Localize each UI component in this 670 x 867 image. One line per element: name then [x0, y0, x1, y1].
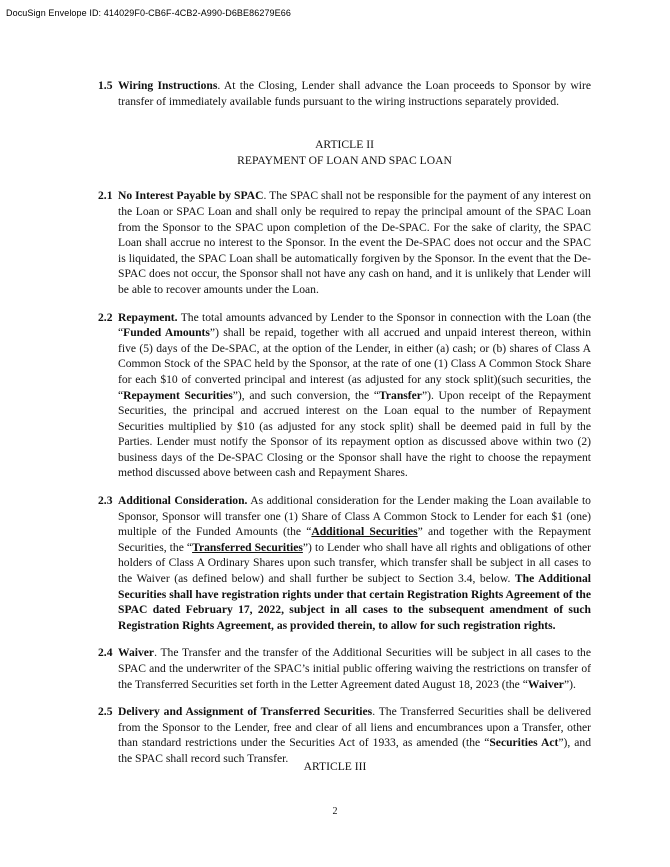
article-2-heading — [98, 137, 591, 168]
section-heading: Waiver — [118, 646, 155, 660]
article-label: ARTICLE II — [315, 138, 374, 152]
section-text: ”) to Lender who shall have all rights and obligations of other holders of Class A Ordinary Shares upon such transfer, which transfer shall be subject in all cases to the Waiver (as defined below) and shall further be subject to Section 3.4, below. — [118, 540, 591, 586]
section-text: . The Transfer and the transfer of the Additional Securities will be subject in all cases to the SPAC and the underwriter of the SPAC’s initial public offering waiving the restrictions on transfer of the Transferred Securities set forth in the Letter Agreement dated August 18, 2023 (the “ — [118, 646, 591, 691]
section-number: 2.4 — [98, 646, 113, 660]
section-heading: Delivery and Assignment of Transferred Securities — [118, 705, 373, 719]
section-heading: Wiring Instructions — [118, 79, 218, 92]
section-number: 2.2 — [98, 310, 113, 324]
defined-term: Securities Act — [489, 736, 559, 750]
section-heading: No Interest Payable by SPAC — [118, 189, 264, 203]
defined-term: Additional Securities — [311, 525, 418, 539]
section-text: ”). — [563, 677, 576, 691]
section-text: . The SPAC shall not be responsible for the payment of any interest on the Loan or SPAC Loan and shall only be required to repay the principal amount of the SPAC Loan from the Sponsor to the SPAC upon completion of the De-SPAC. For the sake of clarity, the SPAC Loan shall accrue no interest to the Sponsor. In the event the De-SPAC does not occur and the SPAC is liquidated, the SPAC Loan shall be automatically forgiven by the Sponsor. In the event that the De-SPAC does not occur, the Sponsor shall not have any cash on hand, and it is unlikely that Lender will be able to recover amounts under the Loan. — [118, 189, 591, 296]
defined-term: Funded Amounts — [123, 326, 210, 340]
section-2-1 — [98, 188, 591, 297]
section-1-5 — [98, 78, 591, 109]
defined-term: Transfer — [379, 388, 422, 402]
section-number: 2.1 — [98, 189, 113, 203]
envelope-id: DocuSign Envelope ID: 414029F0-CB6F-4CB2-A990-D6BE86279E66 — [6, 8, 291, 18]
defined-term: Transferred Securities — [192, 540, 303, 554]
section-text: ”) shall be repaid, together with all accrued and unpaid interest thereon, within five (5) days of the De-SPAC, at the option of the Lender, in either (a) cash; or (b) shares of Class A Common Stock of the SPAC held by the Sponsor, at the rate of one (1) Class A Common Stock Share for each $10 of converted principal and interest (as adjusted for any stock split)(such securities, the “ — [118, 326, 591, 402]
section-text: . At the Closing, Lender shall advance the Loan proceeds to Sponsor by wire transfer of immediately available funds pursuant to the wiring instructions separately provided. — [118, 79, 592, 108]
document-page — [98, 78, 591, 779]
section-heading: Additional Consideration. — [118, 494, 248, 508]
section-text: ”). Upon receipt of the Repayment Securities, the principal and accrued interest on the Loan equal to the number of Repayment Securities multiplied by $10 (as adjusted for any stock split) shall be deemed paid in full by the Parties. Lender must notify the Sponsor of its repayment option as discussed above within two (2) business days of the De-SPAC Closing or the Sponsor shall have the right to choose the repayment method discussed above between cash and Repayment Shares. — [118, 388, 592, 480]
section-text: . The Transferred Securities shall be delivered from the Sponsor to the Lender, free and clear of all liens and encumbrances upon a Transfer, other than standard restrictions under the Securities Act of 1933, as amended (the “ — [118, 705, 591, 750]
page-number: 2 — [332, 806, 338, 817]
section-text: ”), and such conversion, the “ — [232, 388, 379, 402]
defined-term: Repayment Securities — [123, 388, 233, 402]
article-title: REPAYMENT OF LOAN AND SPAC LOAN — [237, 153, 452, 167]
section-text: As additional consideration for the Lender making the Loan available to Sponsor, Sponsor will transfer one (1) Share of Class A Common Stock to Lender for each $1 (one) multiple of the Funded Amounts (the “ — [118, 494, 591, 539]
section-number: 1.5 — [98, 79, 113, 92]
section-number: 2.5 — [98, 705, 113, 719]
section-text: ” and together with the Repayment Securities, the “ — [118, 525, 591, 554]
section-2-2 — [98, 310, 591, 482]
section-2-3 — [98, 493, 591, 633]
section-2-5 — [98, 704, 591, 766]
section-heading: Repayment. — [118, 310, 178, 324]
defined-term: Waiver — [527, 677, 564, 691]
article-3-heading: ARTICLE III — [303, 760, 367, 773]
bold-clause: The Additional Securities shall have registration rights under that certain Registration Rights Agreement of the SPAC dated February 17, 2022, subject in all cases to the subsequent amendment of such Registration Rights Agreement, as provided therein, to allow for such registration rights. — [118, 572, 591, 632]
section-2-4 — [98, 645, 591, 692]
section-number: 2.3 — [98, 494, 113, 508]
section-text: The total amounts advanced by Lender to the Sponsor in connection with the Loan (the “ — [118, 310, 591, 340]
section-text: ”), and the SPAC shall record such Transfer. — [118, 736, 591, 765]
